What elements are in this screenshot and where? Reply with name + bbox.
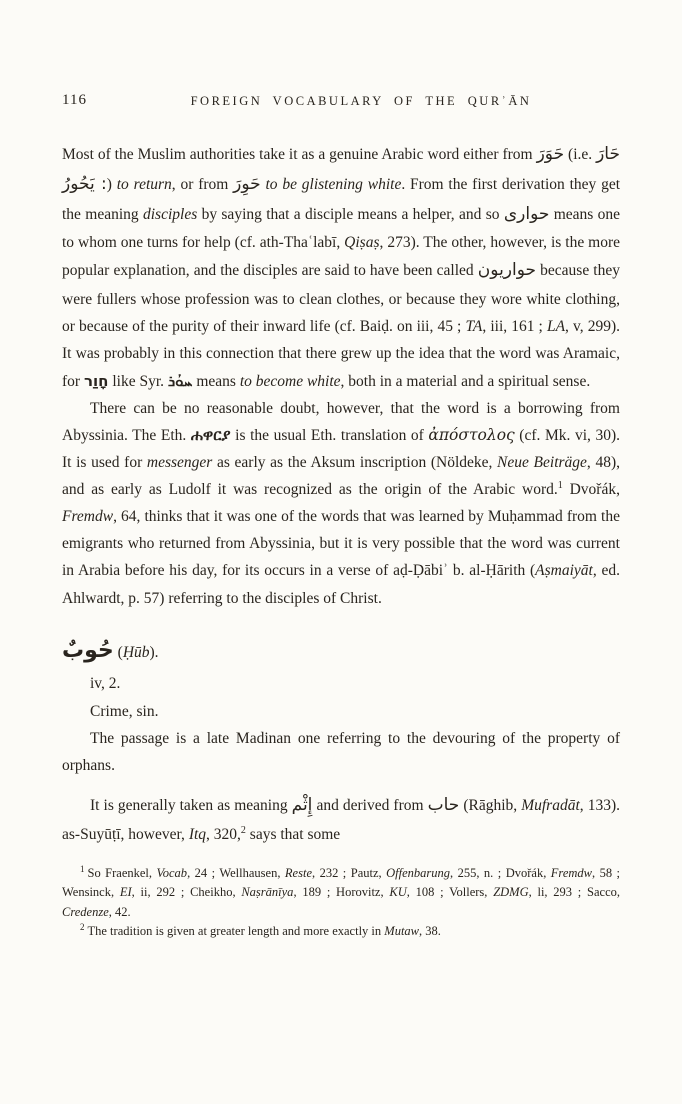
text-run-ar: حواريون bbox=[477, 260, 537, 281]
text-run: So Fraenkel, bbox=[87, 865, 157, 880]
text-run: , 232 ; Pautz, bbox=[312, 865, 387, 880]
text-run-it: Reste bbox=[284, 865, 312, 880]
text-run: Crime, sin. bbox=[90, 702, 159, 720]
text-run-syr: ܚܘܳܪ bbox=[167, 371, 193, 390]
text-run-it: Ḥūb bbox=[122, 643, 150, 661]
paragraph bbox=[62, 791, 620, 848]
text-run: means one to whom one turns for help (cf. ath-Thaʿlabī, bbox=[62, 205, 621, 252]
text-run: , v, 299). It was probably in this connection that there grew up the idea that the word was Aramaic, for bbox=[62, 318, 620, 390]
text-run: , 24 ; Wellhausen, bbox=[187, 865, 285, 880]
text-run-arL: حُوبٌ bbox=[62, 637, 114, 663]
text-run-it: Naṣrānīya bbox=[241, 885, 294, 900]
paragraph bbox=[62, 698, 620, 725]
text-run: The tradition is given at greater length and more exactly in bbox=[87, 923, 385, 938]
text-run: , both in a material and a spiritual sense. bbox=[340, 372, 591, 390]
text-run-sup: 2 bbox=[240, 824, 246, 836]
text-run: , or from bbox=[171, 175, 234, 193]
text-run: , 42. bbox=[108, 904, 131, 919]
text-run: like Syr. bbox=[108, 372, 168, 390]
text-run-it: Credenze bbox=[62, 904, 109, 919]
text-run-it: Itq bbox=[188, 825, 207, 843]
paragraph bbox=[62, 725, 620, 779]
text-run: , 273). The other, however, is the more popular explanation, and the disciples are said to have been called bbox=[62, 234, 621, 280]
footnote bbox=[62, 864, 620, 922]
text-run-ar: حاب bbox=[427, 794, 460, 815]
text-run-it: messenger bbox=[146, 453, 213, 471]
text-run: , 64, thinks that it was one of the words that was learned by Muḥammad from the emigrants who returned from Abyssinia, but it is very possible that the word was current in Arabia before his day, for its occurs in a verse of aḍ-Ḍābiʾ b. al-Ḥārith ( bbox=[62, 508, 620, 580]
text-run-eth: ሐዋርያ bbox=[190, 425, 231, 444]
paragraph bbox=[62, 140, 620, 395]
footnote-marker: 2 bbox=[80, 921, 85, 932]
text-run: , 189 ; Horovitz, bbox=[293, 885, 390, 900]
text-run: , ii, 292 ; Cheikho, bbox=[131, 885, 242, 900]
text-run: because they were fullers whose profession was to clean clothes, or because they wore white clothing, or because of the purity of their inward life (cf. Baiḍ. on iii, 45 ; bbox=[62, 262, 620, 336]
text-run-sup: 1 bbox=[557, 479, 563, 491]
text-run-it: Mufradāt bbox=[521, 796, 580, 814]
text-run-it: to be glistening white bbox=[265, 175, 402, 193]
footnotes bbox=[62, 864, 620, 942]
text-run: , 255, n. ; Dvořák, bbox=[450, 865, 551, 880]
text-run-it: Aṣmaiyāt bbox=[535, 562, 593, 580]
text-run: (Rāghib, bbox=[459, 796, 522, 814]
running-title: FOREIGN VOCABULARY OF THE QURʾĀN bbox=[190, 94, 532, 108]
paragraph bbox=[62, 670, 620, 697]
text-run: ). bbox=[149, 643, 159, 661]
paragraph bbox=[62, 395, 620, 612]
text-run-grk: ἀπόστολος bbox=[428, 425, 515, 444]
text-run: and derived from bbox=[312, 796, 428, 814]
footnote bbox=[62, 922, 620, 941]
text-run-it: Neue Beiträge bbox=[497, 453, 587, 471]
text-run: The passage is a late Madinan one referring to the devouring of the property of orphans. bbox=[62, 729, 620, 774]
footnote-marker: 1 bbox=[80, 863, 85, 874]
text-run: says that some bbox=[245, 825, 341, 843]
text-run-he: חָוַר bbox=[83, 371, 109, 390]
text-run-ar: حوارى bbox=[503, 203, 550, 224]
page-body bbox=[62, 140, 620, 848]
text-run-it: TA bbox=[465, 318, 483, 336]
text-run: iv, 2. bbox=[90, 675, 121, 693]
text-run: , li, 293 ; Sacco, bbox=[528, 885, 621, 900]
text-run: , 38. bbox=[419, 923, 441, 938]
text-run: (i.e. bbox=[564, 146, 597, 163]
text-run: , 58 ; Wensinck, bbox=[62, 865, 621, 900]
text-run-ar: حَارَ : يَحُورُ bbox=[62, 144, 620, 194]
text-run: means bbox=[192, 372, 240, 390]
text-run: is the usual Eth. translation of bbox=[230, 426, 429, 444]
text-run: by saying that a disciple means a helper, and so bbox=[197, 205, 504, 223]
text-run: , 320, bbox=[206, 825, 241, 843]
text-run: , 133). as-Suyūṭī, however, bbox=[62, 796, 620, 843]
text-run-it: to become white bbox=[239, 372, 341, 390]
text-run: as early as the Aksum inscription (Nöldeke, bbox=[212, 453, 498, 471]
text-run: ) bbox=[106, 175, 117, 193]
text-run: (cf. Mk. vi, 30). It is used for bbox=[62, 426, 621, 471]
text-run: , 48), and as early as Ludolf it was recognized as the origin of the Arabic word. bbox=[62, 453, 620, 498]
entry-headword bbox=[62, 636, 620, 667]
text-run: . From the first derivation they get the meaning bbox=[62, 175, 621, 223]
text-run-it: to return bbox=[116, 175, 172, 193]
text-run: , 108 ; Vollers, bbox=[406, 885, 494, 900]
text-run-it: Qiṣaṣ bbox=[344, 234, 380, 252]
page-number: 116 bbox=[62, 92, 87, 108]
text-run-it: Fremdw bbox=[550, 865, 592, 880]
text-run-it: KU bbox=[389, 885, 407, 900]
text-run: , iii, 161 ; bbox=[482, 318, 547, 336]
text-run-it: ZDMG bbox=[493, 885, 529, 900]
text-run: Dvořák, bbox=[562, 481, 620, 498]
text-run-it: Vocab bbox=[156, 865, 188, 880]
text-run: It is generally taken as meaning bbox=[90, 796, 292, 814]
text-run: , ed. Ahlwardt, p. 57) referring to the disciples of Christ. bbox=[62, 562, 620, 607]
text-run-it: EI bbox=[119, 885, 132, 900]
text-run-it: Mutaw bbox=[384, 923, 420, 938]
text-run: ( bbox=[113, 643, 123, 661]
text-run-ar: حَوِرَ bbox=[233, 173, 261, 194]
text-run-it: Fremdw bbox=[62, 508, 114, 526]
text-run-ar: حَوَرَ bbox=[536, 144, 565, 164]
text-run: There can be no reasonable doubt, however, that the word is a borrowing from Abyssinia. The Eth. bbox=[62, 399, 620, 444]
text-run-ar: إِثْم bbox=[291, 794, 313, 815]
text-run-it: disciples bbox=[142, 205, 198, 223]
text-run-it: Offenbarung bbox=[386, 865, 450, 880]
text-run: Most of the Muslim authorities take it as a genuine Arabic word either from bbox=[62, 146, 537, 163]
page-header bbox=[62, 92, 620, 112]
text-run-it: LA bbox=[546, 318, 566, 336]
